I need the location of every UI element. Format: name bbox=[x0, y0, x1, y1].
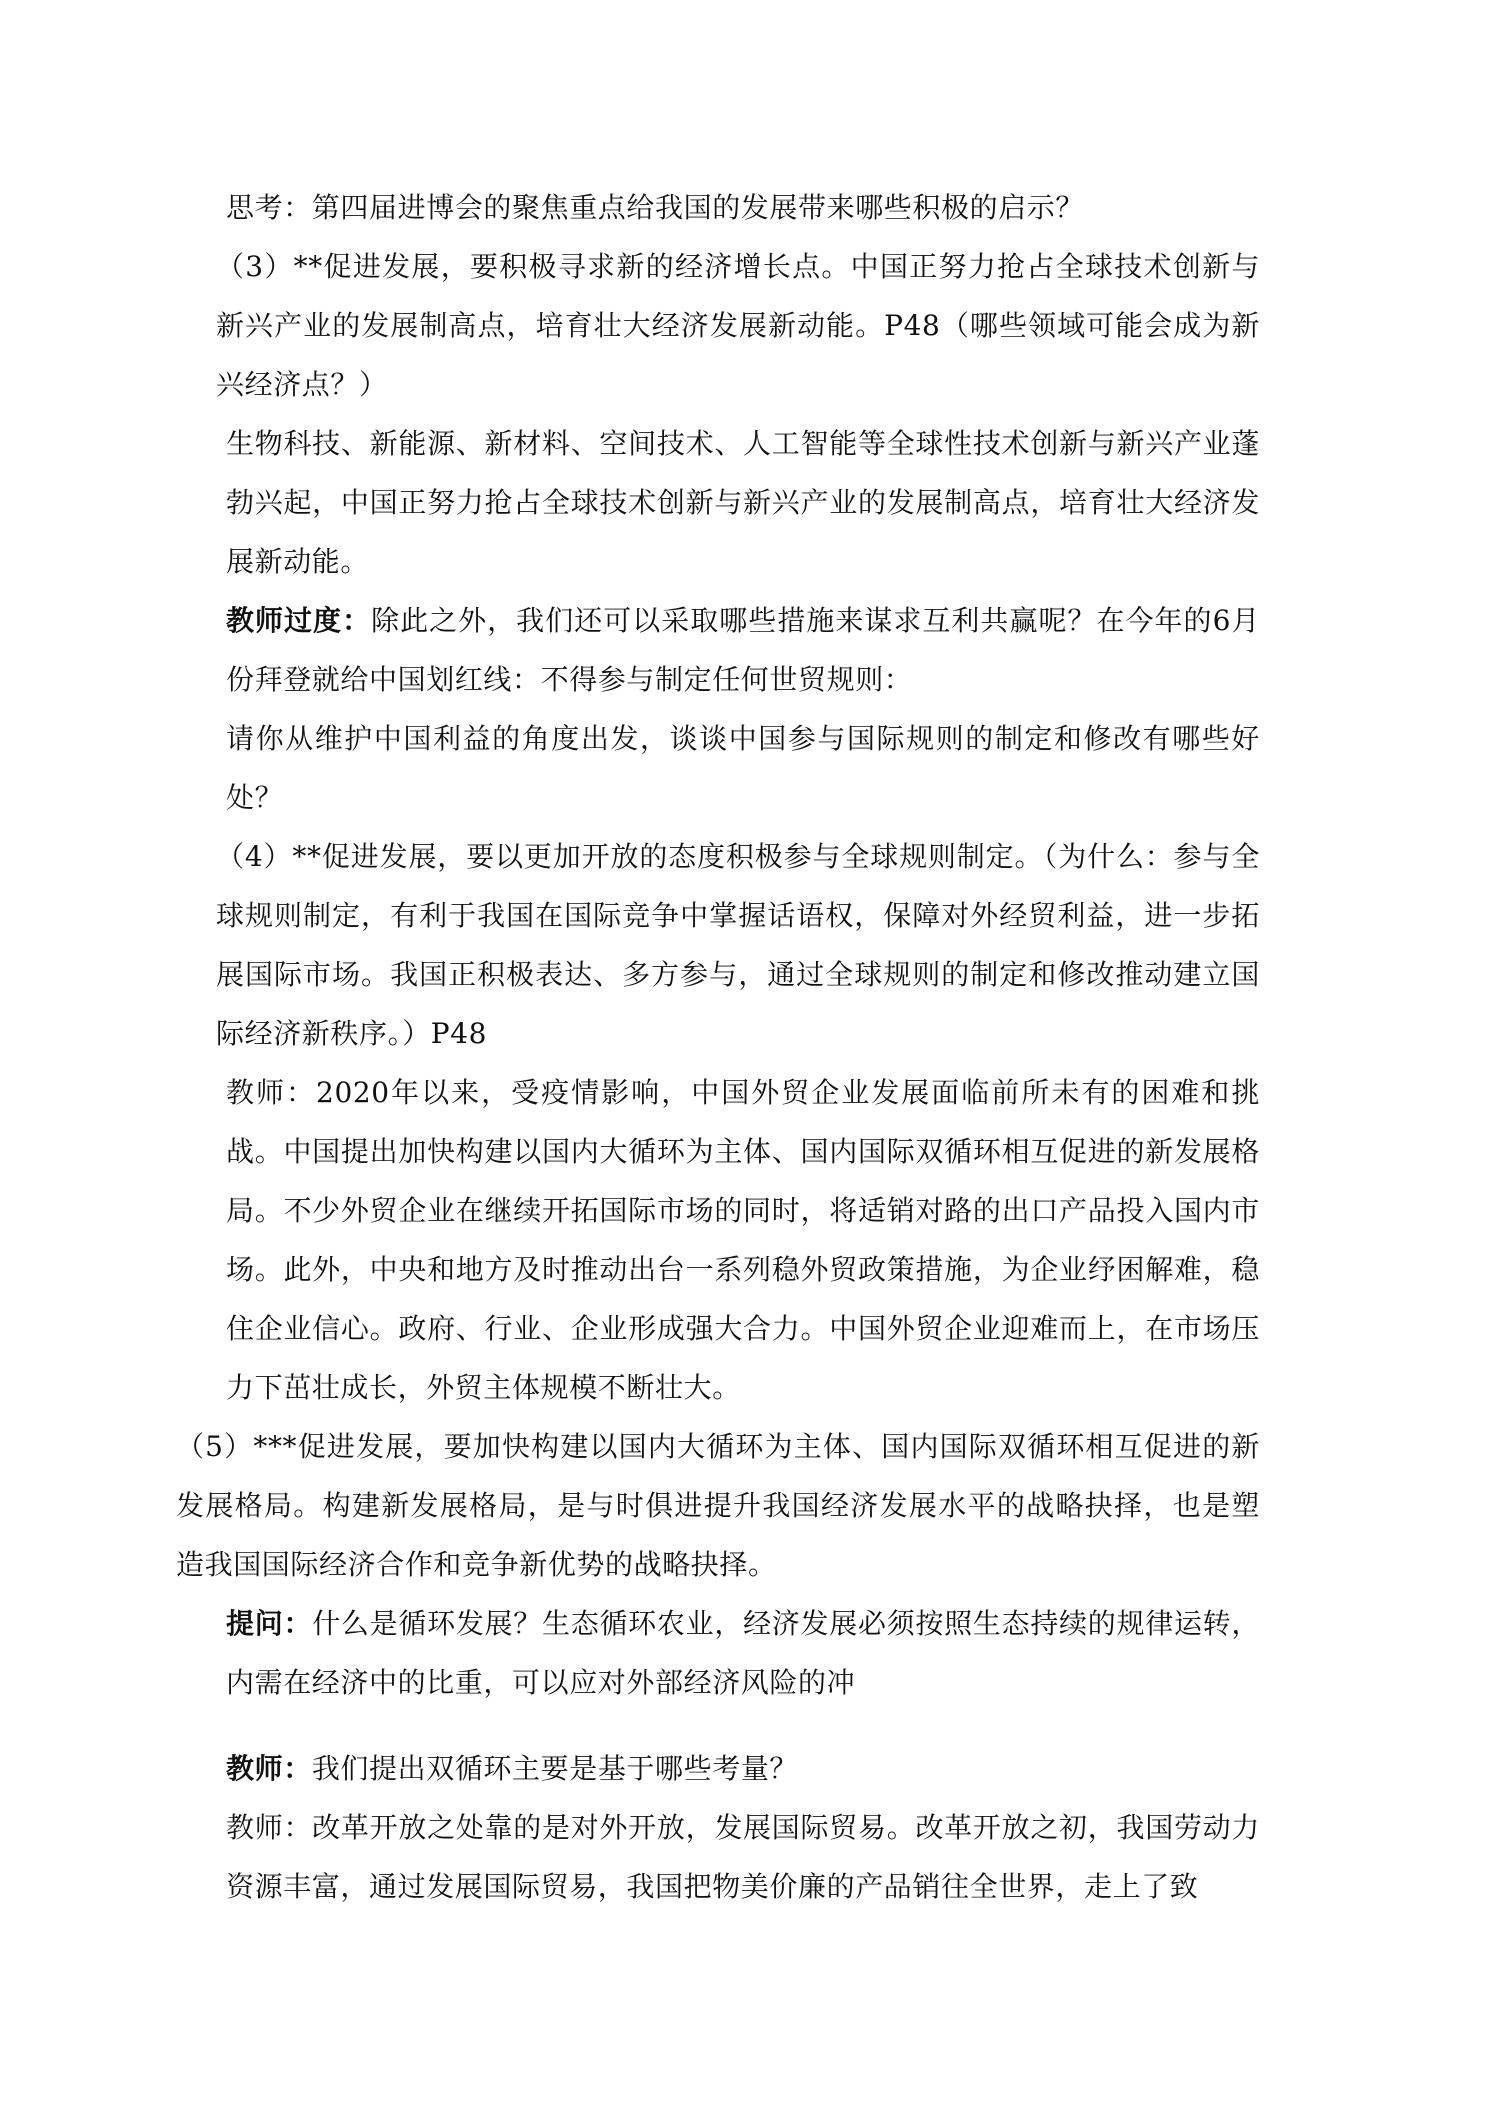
paragraph-point-4: （4）**促进发展，要以更加开放的态度积极参与全球规则制定。（为什么：参与全球规则制定，有利于我国在国际竞争中掌握话语权，保障对外经贸利益，进一步拓展国际市场。我国正积极表达、多方参与，通过全球规则的制定和修改推动建立国际经济新秩序。）P48 bbox=[216, 840, 1260, 1050]
teacher-transition-label: 教师过度： bbox=[226, 604, 372, 637]
paragraph-think-question: 思考：第四届进博会的聚焦重点给我国的发展带来哪些积极的启示？ bbox=[226, 191, 1085, 224]
paragraph-question-circular bbox=[226, 1594, 1260, 1712]
paragraph-teacher-dual-circulation bbox=[226, 1739, 1260, 1798]
question-text: 什么是循环发展？生态循环农业，经济发展必须按照生态持续的规律运转，内需在经济中的比重，可以应对外部经济风险的冲 bbox=[226, 1607, 1260, 1699]
paragraph-teacher-trade: 教师：2020年以来，受疫情影响，中国外贸企业发展面临前所未有的困难和挑战。中国提出加快构建以国内大循环为主体、国内国际双循环相互促进的新发展格局。不少外贸企业在继续开拓国际市场的同时，将适销对路的出口产品投入国内市场。此外，中央和地方及时推动出台一系列稳外贸政策措施，为企业纾困解难，稳住企业信心。政府、行业、企业形成强大合力。中国外贸企业迎难而上，在市场压力下茁壮成长，外贸主体规模不断壮大。 bbox=[226, 1076, 1260, 1404]
paragraph-emerging-fields: 生物科技、新能源、新材料、空间技术、人工智能等全球性技术创新与新兴产业蓬勃兴起，中国正努力抢占全球技术创新与新兴产业的发展制高点，培育壮大经济发展新动能。 bbox=[226, 427, 1260, 578]
paragraph-teacher-reform: 教师：改革开放之处靠的是对外开放，发展国际贸易。改革开放之初，我国劳动力资源丰富，通过发展国际贸易，我国把物美价廉的产品销往全世界，走上了致 bbox=[226, 1811, 1260, 1903]
paragraph-point-3: （3）**促进发展，要积极寻求新的经济增长点。中国正努力抢占全球技术创新与新兴产业的发展制高点，培育壮大经济发展新动能。P48（哪些领域可能会成为新兴经济点？） bbox=[216, 250, 1260, 401]
teacher-question-text: 我们提出双循环主要是基于哪些考量？ bbox=[311, 1752, 799, 1785]
teacher-label: 教师： bbox=[226, 1752, 312, 1785]
teacher-transition-text: 除此之外，我们还可以采取哪些措施来谋求互利共赢呢？在今年的6月份拜登就给中国划红线：不得参与制定任何世贸规则： bbox=[226, 604, 1260, 696]
paragraph-point-5: （5）***促进发展，要加快构建以国内大循环为主体、国内国际双循环相互促进的新发展格局。构建新发展格局，是与时俱进提升我国经济发展水平的战略抉择，也是塑造我国国际经济合作和竞争新优势的战略抉择。 bbox=[176, 1430, 1260, 1581]
paragraph-teacher-transition bbox=[226, 591, 1260, 709]
question-label: 提问： bbox=[226, 1607, 313, 1640]
paragraph-rules-question: 请你从维护中国利益的角度出发，谈谈中国参与国际规则的制定和修改有哪些好处？ bbox=[226, 722, 1260, 814]
